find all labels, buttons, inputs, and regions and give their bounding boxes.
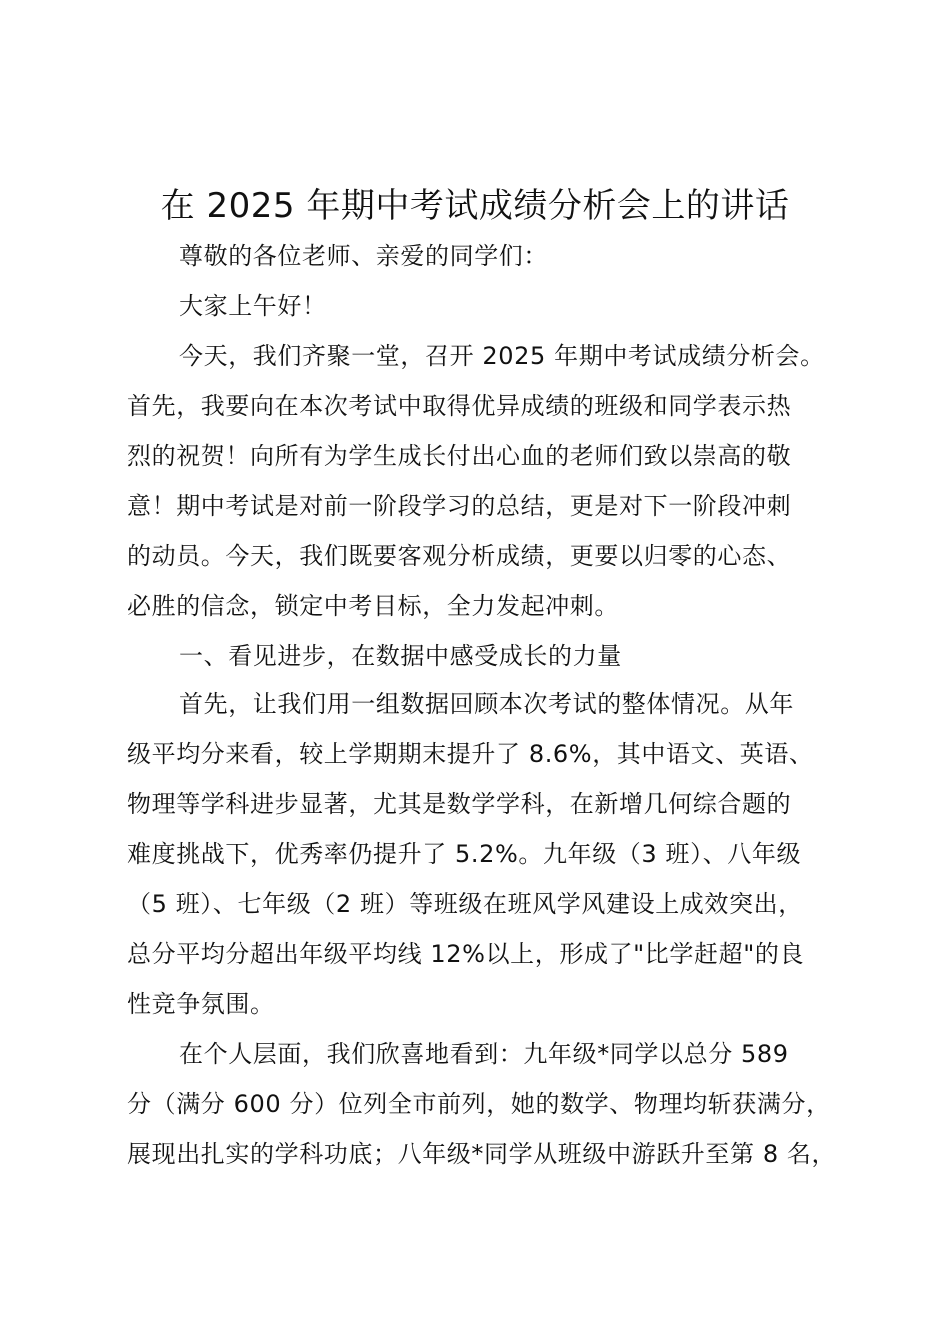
document-title: 在 2025 年期中考试成绩分析会上的讲话 xyxy=(160,186,790,226)
paragraph-line: 级平均分来看，较上学期期末提升了 8.6%，其中语文、英语、 xyxy=(127,740,814,768)
section-heading: 一、看见进步，在数据中感受成长的力量 xyxy=(179,642,622,670)
paragraph-line: 首先，让我们用一组数据回顾本次考试的整体情况。从年 xyxy=(179,690,794,718)
paragraph-line: 性竞争氛围。 xyxy=(127,990,275,1018)
paragraph-line: 分（满分 600 分）位列全市前列，她的数学、物理均斩获满分， xyxy=(127,1090,831,1118)
paragraph-line: 在个人层面，我们欣喜地看到：九年级*同学以总分 589 xyxy=(179,1040,789,1068)
paragraph-line: 总分平均分超出年级平均线 12%以上，形成了"比学赶超"的良 xyxy=(127,940,805,968)
paragraph-line: 展现出扎实的学科功底；八年级*同学从班级中游跃升至第 8 名， xyxy=(127,1140,837,1168)
paragraph-line: 首先，我要向在本次考试中取得优异成绩的班级和同学表示热 xyxy=(127,392,792,420)
salutation-line: 尊敬的各位老师、亲爱的同学们： xyxy=(179,242,548,270)
paragraph-line: 烈的祝贺！向所有为学生成长付出心血的老师们致以崇高的敬 xyxy=(127,442,792,470)
paragraph-line: 物理等学科进步显著，尤其是数学学科，在新增几何综合题的 xyxy=(127,790,792,818)
paragraph-line: 必胜的信念，锁定中考目标，全力发起冲刺。 xyxy=(127,592,619,620)
greeting-line: 大家上午好！ xyxy=(179,292,327,320)
paragraph-line: 意！期中考试是对前一阶段学习的总结，更是对下一阶段冲刺 xyxy=(127,492,792,520)
paragraph-line: 今天，我们齐聚一堂，召开 2025 年期中考试成绩分析会。 xyxy=(179,342,825,370)
paragraph-line: 的动员。今天，我们既要客观分析成绩，更要以归零的心态、 xyxy=(127,542,792,570)
paragraph-line: 难度挑战下，优秀率仍提升了 5.2%。九年级（3 班）、八年级 xyxy=(127,840,802,868)
paragraph-line: （5 班）、七年级（2 班）等班级在班风学风建设上成效突出， xyxy=(127,890,803,918)
